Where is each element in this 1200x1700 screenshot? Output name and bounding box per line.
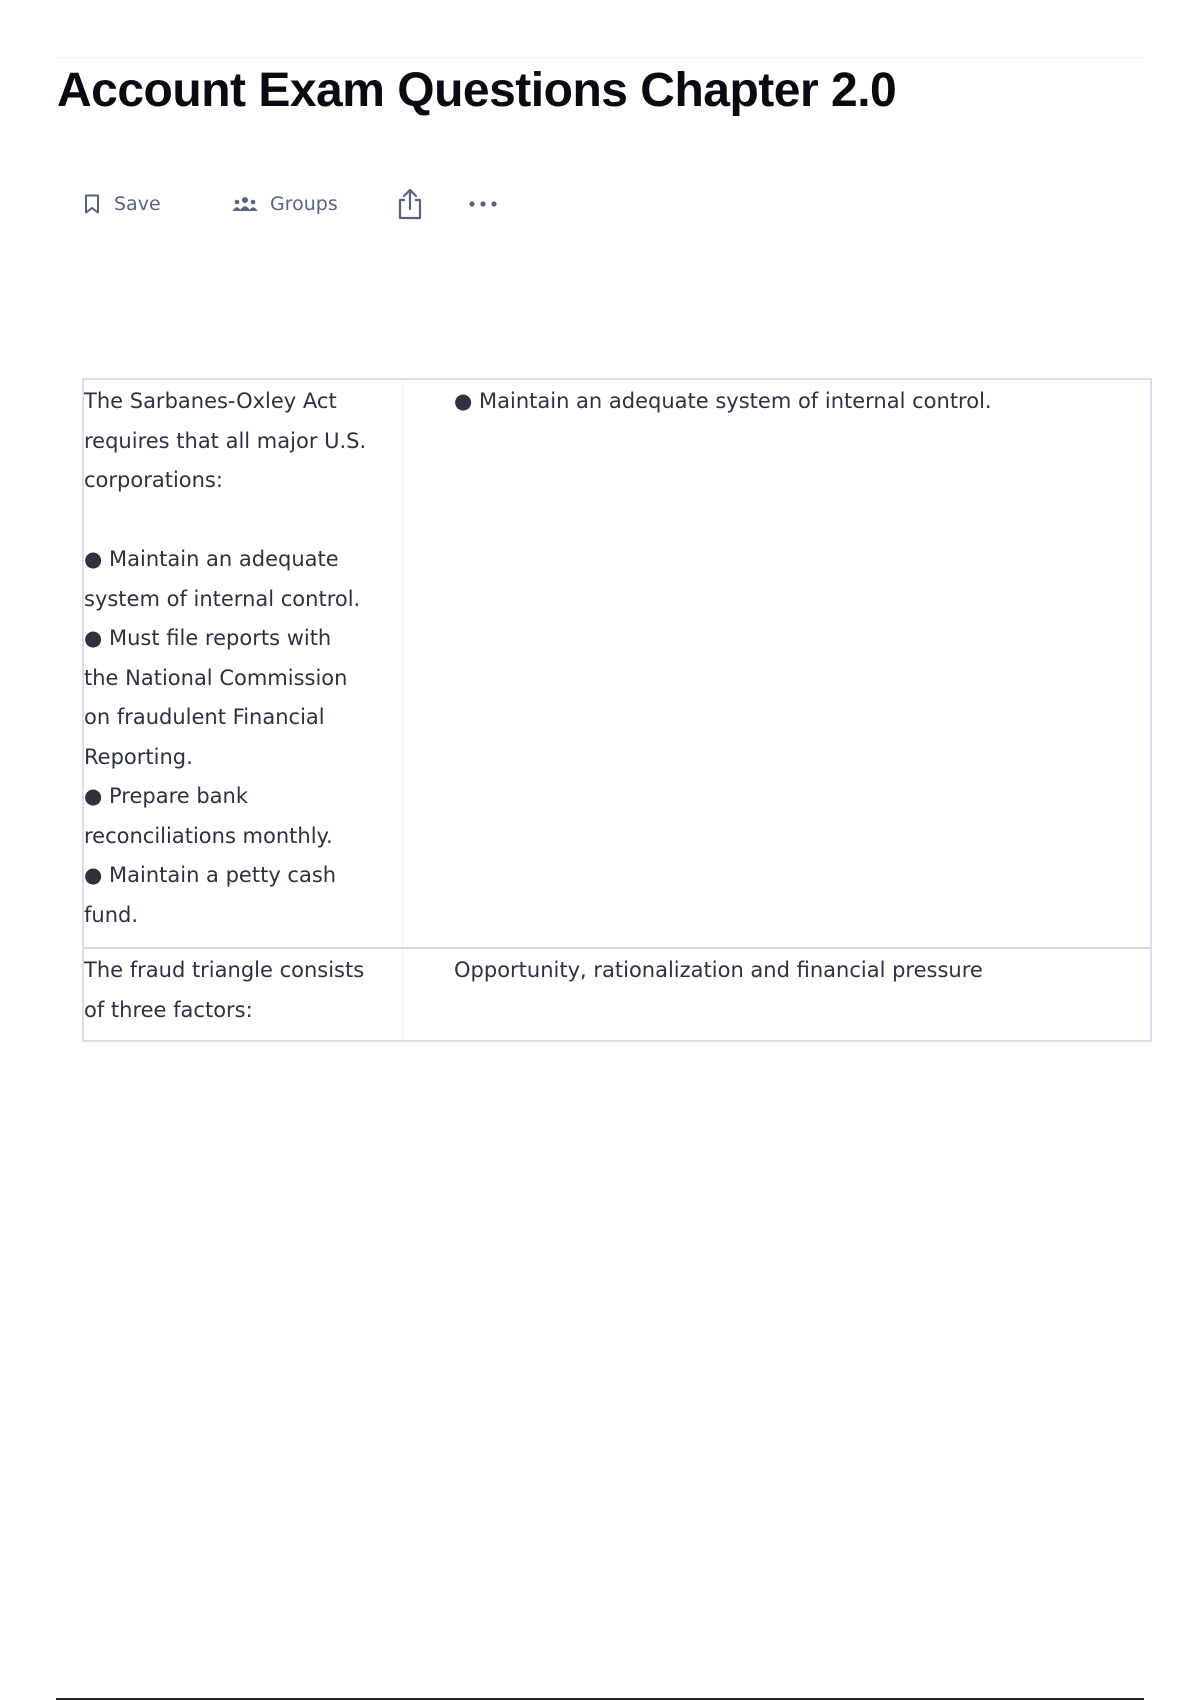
share-button[interactable] [397,184,423,224]
definition-text: ● Maintain an adequate system of internal control. [454,389,992,413]
groups-button[interactable] [232,184,338,224]
groups-label: Groups [270,193,338,215]
bookmark-icon [84,194,100,214]
page-title: Account Exam Questions Chapter 2.0 [57,64,897,117]
more-options-button[interactable] [468,184,498,224]
save-label: Save [114,193,161,215]
share-icon [397,188,423,220]
flashcard-row [84,380,1150,947]
term-text: The Sarbanes-Oxley Act requires that all major U.S. corporations: ● Maintain an adequate system of internal control. ● Must file reports with the National Commission on fraudulent Financial Reporting. ● Prepare bank reconciliations monthly. ● Maintain a petty cash fund. [84,389,367,927]
flashcard-row [84,947,1150,1044]
more-options-icon [468,200,498,208]
groups-icon [232,195,258,213]
flashcard-table [82,378,1152,1042]
save-button[interactable] [84,184,161,224]
term-cell [84,380,403,947]
definition-text: Opportunity, rationalization and financial pressure [454,958,983,982]
term-text: The fraud triangle consists of three factors: [84,958,365,1022]
term-cell [84,949,403,1044]
